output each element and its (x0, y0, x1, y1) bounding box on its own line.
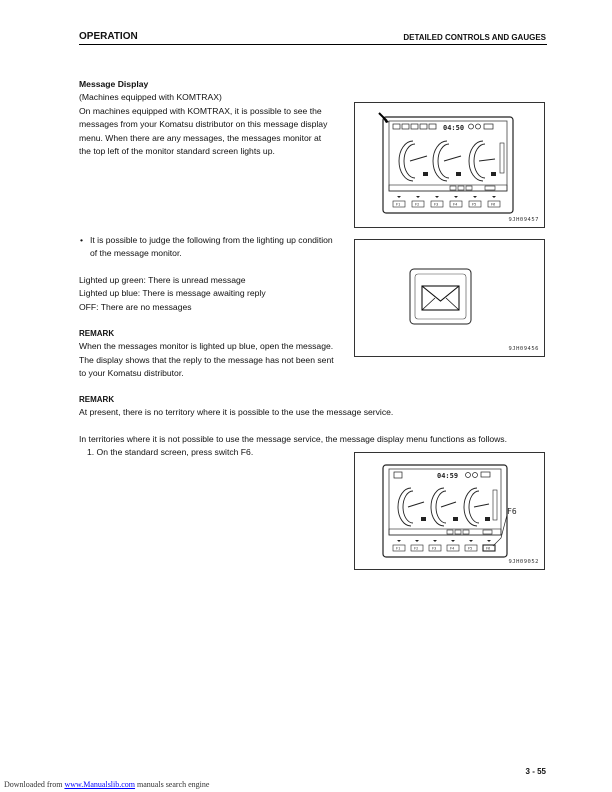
remark1-line: The display shows that the reply to the message has not been sent (79, 354, 334, 365)
f-key-label: F3 (434, 202, 439, 207)
bullet-dot: • (80, 235, 84, 245)
footer-suffix: manuals search engine (137, 780, 210, 789)
state-off: OFF: There are no messages (79, 301, 192, 312)
f-key-label: F6 (491, 202, 496, 207)
clock-readout: 04:50 (443, 124, 465, 132)
f-key-label: F1 (396, 546, 401, 551)
f-key-label: F4 (450, 546, 455, 551)
f-key-label: F5 (472, 202, 477, 207)
para2-text: In territories where it is not possible to use the message service, the message display menu functions as follows. (79, 434, 507, 444)
para1-line: menu. When there are any messages, the messages monitor at (79, 132, 322, 143)
monitor-illustration (355, 453, 544, 569)
para1-line: On machines equipped with KOMTRAX, it is possible to see the (79, 105, 322, 116)
f-key-label: F1 (396, 202, 401, 207)
f-key-label: F2 (415, 202, 420, 207)
figure-press-f6 (354, 452, 545, 570)
figure-label: 9JH09457 (508, 217, 539, 223)
remark1-block (79, 327, 354, 381)
remark1-line: to your Komatsu distributor. (79, 368, 184, 379)
bullet-block (80, 234, 355, 261)
remark1-line: When the messages monitor is lighted up blue, open the message. (79, 341, 334, 352)
remark1-title: REMARK (79, 329, 115, 338)
callout-f6: F6 (507, 507, 517, 516)
section-title: Message Display (79, 79, 149, 89)
f-key-label: F3 (432, 546, 437, 551)
clock-readout: 04:59 (437, 472, 459, 480)
remark2-title: REMARK (79, 395, 115, 404)
state-green: Lighted up green: There is unread message (79, 275, 246, 285)
monitor-illustration (355, 103, 544, 227)
f-key-label: F2 (414, 546, 419, 551)
step1-text: 1. On the standard screen, press switch F6. (87, 447, 254, 458)
state-blue: Lighted up blue: There is message awaiting reply (79, 288, 266, 299)
header-section-title: OPERATION (79, 31, 138, 42)
remark2-text: At present, there is no territory where it is possible to the use the message service. (79, 407, 394, 418)
figure-label: 9JH09456 (508, 346, 539, 352)
message-display-section (79, 78, 354, 158)
download-footer (4, 780, 209, 789)
manualslib-link[interactable]: www.Manualslib.com (64, 780, 136, 789)
header-chapter-title: DETAILED CONTROLS AND GAUGES (403, 33, 546, 42)
envelope-illustration (355, 240, 544, 356)
footer-prefix: Downloaded from (4, 780, 63, 789)
para1-line: the top left of the monitor standard screen lights up. (79, 146, 275, 157)
f-key-label: F4 (453, 202, 458, 207)
figure-message-monitor (354, 239, 545, 357)
envelope-icon (422, 286, 459, 310)
section-subtitle: (Machines equipped with KOMTRAX) (79, 92, 222, 103)
remark2-block (79, 393, 549, 420)
bullet-line: of the message monitor. (90, 248, 182, 259)
header-rule (79, 44, 547, 45)
f-key-label: F5 (468, 546, 473, 551)
state-list (79, 274, 354, 314)
figure-monitor-standard (354, 102, 545, 228)
page-number: 3 - 55 (525, 767, 546, 776)
figure-label: 9JH09052 (508, 559, 539, 565)
f-key-label: F6 (486, 546, 491, 551)
para1-line: messages from your Komatsu distributor on this message display (79, 119, 328, 130)
bullet-line: It is possible to judge the following from the lighting up condition (90, 235, 333, 245)
